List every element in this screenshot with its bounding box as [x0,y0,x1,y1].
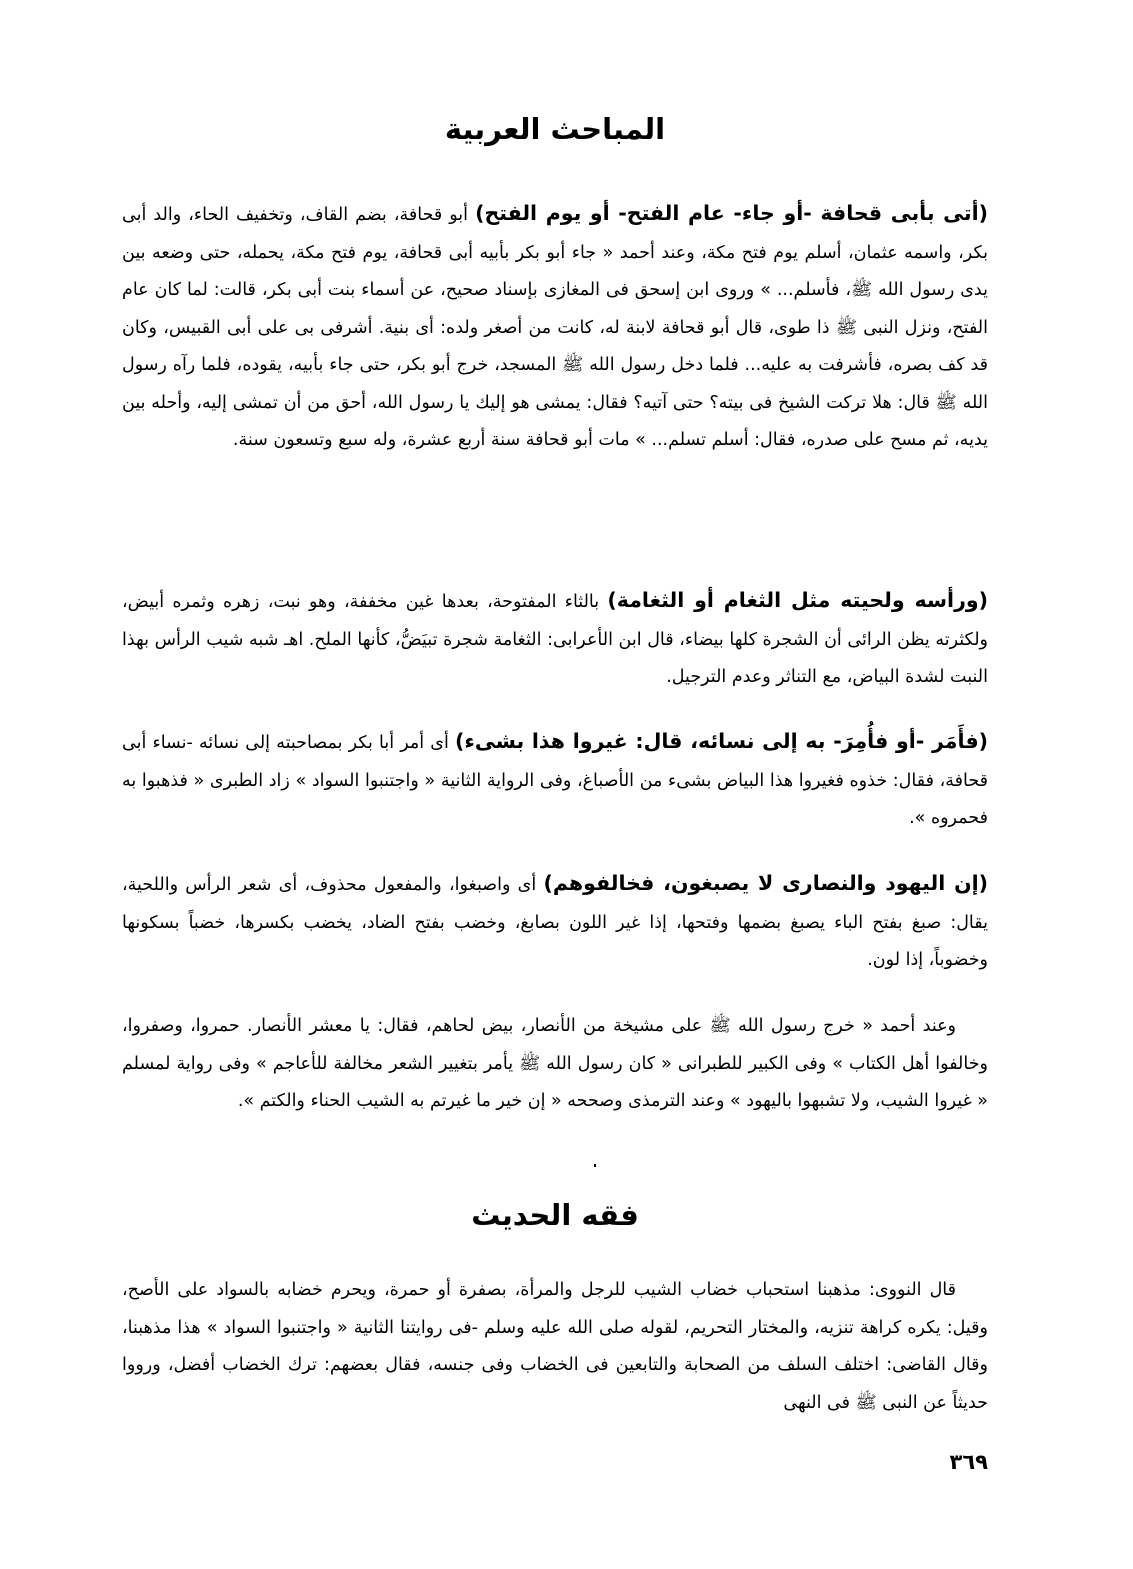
hadith-lemma: (ورأسه ولحيته مثل الثغام أو الثغامة) [607,588,988,612]
section-title-jurisprudence: فقه الحديث [471,1198,639,1232]
paragraph-abu-quhafa [122,195,988,460]
commentary-text: قال النووى: مذهبنا استحباب خضاب الشيب للرجل والمرأة، بصفرة أو حمرة، ويحرم خضابه بالسواد على الأصح، وقيل: يكره كراهة تنزيه، والمختار التحريم، لقوله صلى الله عليه وسلم -فى روايتنا الثانية « واجتنبوا السواد » هذا مذهبنا، وقال القاضى: اختلف السلف من الصحابة والتابعين فى الخضاب وفى جنسه، فقال بعضهم: ترك الخضاب أفضل، ورووا حديثاً عن النبى ﷺ فى النهى [122,1280,988,1413]
commentary-text: أى أمر أبا بكر بمصاحبته إلى نسائه -نساء أبى قحافة، فقال: خذوه فغيروا هذا البياض بشىء من الأصباغ، وفى الرواية الثانية « واجتنبوا السواد » زاد الطبرى « فذهبوا به فحمروه ». [122,733,988,828]
paragraph-ahmad-narration [122,1008,988,1121]
hadith-lemma: (فأَمَر -أو فأُمِرَ- به إلى نسائه، قال: غيروا هذا بشىء) [455,729,988,753]
paragraph-thaghama [122,582,988,697]
page-number: ٣٦٩ [949,1450,988,1474]
paragraph-change-color [122,723,988,838]
paragraph-nawawi [122,1272,988,1422]
paragraph-jews-christians [122,865,988,980]
hadith-lemma: (أتى بأبى قحافة -أو جاء- عام الفتح- أو يوم الفتح) [475,201,988,225]
commentary-text: أى واصبغوا، والمفعول محذوف، أى شعر الرأس واللحية، يقال: صبغ بفتح الباء يصبغ بضمها وفتحها، إذا غير اللون بصابغ، وخضب بفتح الضاد، يخضب بكسرها، خضباً بسكونها وخضوباً، إذا لون. [122,875,988,970]
hadith-lemma: (إن اليهود والنصارى لا يصبغون، فخالفوهم) [543,871,988,895]
commentary-text: بالثاء المفتوحة، بعدها غين مخففة، وهو نبت، زهره وثمره أبيض، ولكثرته يظن الرائى أن الشجرة كلها بيضاء، قال ابن الأعرابى: الثغامة شجرة تبيَضُّ، كأنها الملح. اهـ شبه شيب الرأس بهذا النبت لشدة البياض، مع التناثر وعدم الترجيل. [122,592,988,687]
section-title-linguistic: المباحث العربية [444,112,666,146]
commentary-text: وعند أحمد « خرج رسول الله ﷺ على مشيخة من الأنصار، بيض لحاهم، فقال: يا معشر الأنصار. حمروا، وصفروا، وخالفوا أهل الكتاب » وفى الكبير للطبرانى « كان رسول الله ﷺ يأمر بتغيير الشعر مخالفة للأعاجم » وفى رواية لمسلم « غيروا الشيب، ولا تشبهوا باليهود » وعند الترمذى وصححه « إن خير ما غيرتم به الشيب الحناء والكتم ». [122,1016,988,1111]
scan-artifact [594,1164,596,1167]
commentary-text: أبو قحافة، بضم القاف، وتخفيف الحاء، والد أبى بكر، واسمه عثمان، أسلم يوم فتح مكة، وعند أحمد « جاء أبو بكر بأبيه أبى قحافة، يوم فتح مكة، يحمله، حتى وضعه بين يدى رسول الله ﷺ، فأسلم... » وروى ابن إسحق فى المغازى بإسناد صحيح، عن أسماء بنت أبى بكر، قالت: لما كان عام الفتح، ونزل النبى ﷺ ذا طوى، قال أبو قحافة لابنة له، كانت من أصغر ولده: أى بنية. أشرفى بى على أبى القبيس، وكان قد كف بصره، فأشرفت به عليه... فلما دخل رسول الله ﷺ المسجد، خرج أبو بكر، حتى جاء بأبيه، يقوده، فلما رآه رسول الله ﷺ قال: هلا تركت الشيخ فى بيته؟ حتى آتيه؟ فقال: يمشى هو إليك يا رسول الله، أحق من أن تمشى إليه، وأحله بين يديه، ثم مسح على صدره، فقال: أسلم تسلم... » مات أبو قحافة سنة أربع عشرة، وله سبع وتسعون سنة. [122,205,988,450]
